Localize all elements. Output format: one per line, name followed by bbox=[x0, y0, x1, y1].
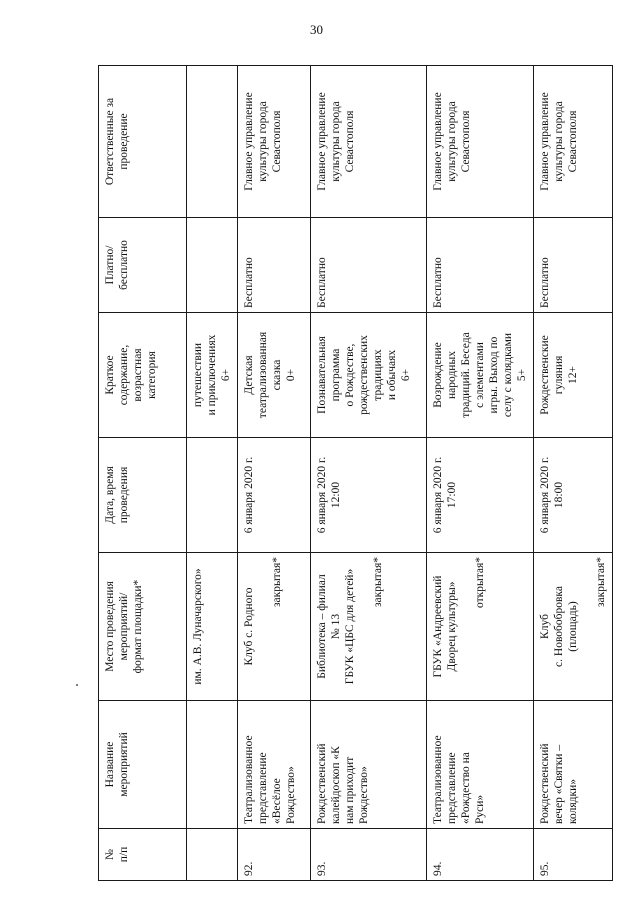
cell-num bbox=[187, 829, 238, 881]
cell-paid bbox=[187, 218, 238, 313]
cell-num: 95. bbox=[534, 829, 613, 881]
header-paid: Платно/ бесплатно bbox=[99, 218, 187, 313]
venue-text: Библиотека – филиал № 13 ГБУК «ЦБС для детей» bbox=[316, 568, 357, 685]
cell-responsible: Главное управление культуры города Севастополя bbox=[427, 66, 534, 218]
header-num: № п/п bbox=[99, 829, 187, 881]
cell-datetime: 6 января 2020 г. 17:00 bbox=[427, 438, 534, 553]
cell-name: Рождественский вечер «Святки – колядки» bbox=[534, 701, 613, 829]
venue-format: закрытая* bbox=[372, 557, 385, 608]
cell-name bbox=[187, 701, 238, 829]
cell-content: Детская театрализованная сказка 0+ bbox=[238, 313, 311, 438]
table-row-94 bbox=[427, 66, 534, 881]
cell-responsible: Главное управление культуры города Севастополя bbox=[238, 66, 311, 218]
cell-datetime bbox=[187, 438, 238, 553]
cell-responsible: Главное управление культуры города Севастополя bbox=[534, 66, 613, 218]
cell-num: 94. bbox=[427, 829, 534, 881]
cell-num: 92. bbox=[238, 829, 311, 881]
cell-num: 93. bbox=[311, 829, 427, 881]
cell-name: Театрализованное представление «Рождество на Руси» bbox=[427, 701, 534, 829]
cell-venue bbox=[534, 553, 613, 701]
cell-responsible bbox=[187, 66, 238, 218]
table-header-row bbox=[99, 66, 187, 881]
venue-text: Клуб с. Новобобровка (площадь) bbox=[539, 586, 580, 667]
table-row-93 bbox=[311, 66, 427, 881]
rotated-table-container bbox=[98, 66, 608, 881]
cell-content: Возрождение народных традиций. Беседа с элементами игры. Выход по селу с колядками 5+ bbox=[427, 313, 534, 438]
venue-text: Клуб с. Родного bbox=[243, 587, 256, 666]
cell-datetime: 6 января 2020 г. 12:00 bbox=[311, 438, 427, 553]
venue-format: закрытая* bbox=[595, 557, 608, 608]
cell-paid: Бесплатно bbox=[311, 218, 427, 313]
cell-name: Рождественский калейдоскоп «К нам приходит Рождество» bbox=[311, 701, 427, 829]
header-venue: Место проведения мероприятий/ формат площадки* bbox=[99, 553, 187, 701]
scan-speck bbox=[76, 684, 78, 686]
cell-datetime: 6 января 2020 г. 18:00 bbox=[534, 438, 613, 553]
table-row-95 bbox=[534, 66, 613, 881]
table-row-continuation bbox=[187, 66, 238, 881]
cell-content: Рождественские гуляния 12+ bbox=[534, 313, 613, 438]
cell-content: Познавательная программа о Рождестве, рождественских традициях и обычаях 6+ bbox=[311, 313, 427, 438]
cell-venue bbox=[311, 553, 427, 701]
header-datetime: Дата, время проведения bbox=[99, 438, 187, 553]
header-name: Название мероприятий bbox=[99, 701, 187, 829]
venue-format: открытая* bbox=[474, 557, 487, 608]
cell-content: путешествии и приключениях 6+ bbox=[187, 313, 238, 438]
header-content: Краткое содержание, возрастная категория bbox=[99, 313, 187, 438]
cell-datetime: 6 января 2020 г. bbox=[238, 438, 311, 553]
page-number: 30 bbox=[310, 22, 323, 37]
venue-text: ГБУК «Андреевский Дворец культуры» bbox=[432, 575, 459, 678]
venue-format: закрытая* bbox=[271, 557, 284, 608]
table-row-92 bbox=[238, 66, 311, 881]
cell-venue: им. А.В. Луначарского» bbox=[187, 553, 238, 701]
cell-paid: Бесплатно bbox=[427, 218, 534, 313]
cell-paid: Бесплатно bbox=[238, 218, 311, 313]
cell-paid: Бесплатно bbox=[534, 218, 613, 313]
cell-name: Театрализованное представление «Весёлое Рождество» bbox=[238, 701, 311, 829]
cell-venue bbox=[238, 553, 311, 701]
header-responsible: Ответственные за проведение bbox=[99, 66, 187, 218]
events-table bbox=[98, 65, 613, 881]
cell-responsible: Главное управление культуры города Севастополя bbox=[311, 66, 427, 218]
cell-venue bbox=[427, 553, 534, 701]
